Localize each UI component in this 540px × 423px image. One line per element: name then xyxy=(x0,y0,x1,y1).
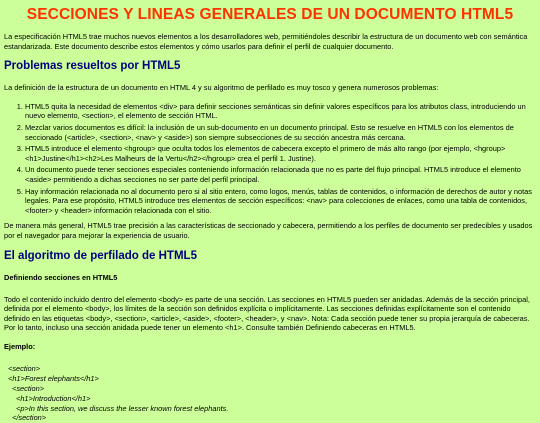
section-heading-problems: Problemas resueltos por HTML5 xyxy=(4,60,181,73)
problems-lead-paragraph: La definición de la estructura de un documento en HTML 4 y su algoritmo de perfilado es muy tosco y genera numerosos problemas: xyxy=(4,83,439,93)
list-item: 1. HTML5 quita la necesidad de elementos <div> para definir secciones semánticas sin definir valores específicos para los atributos class, introduciendo un nuevo elemento, <section>, el elemento de sección HTML. xyxy=(25,102,536,121)
example-label: Ejemplo: xyxy=(4,341,36,351)
code-line: <h1>Introduction</h1> xyxy=(16,393,91,403)
code-line: <p>In this section, we discuss the lesser known forest elephants. xyxy=(16,403,229,413)
list-item: 4. Un documento puede tener secciones especiales conteniendo información relacionada que no es parte del flujo principal. HTML5 introduce el elemento <aside> permitiendo a dichas secciones no ser parte del perfil principal. xyxy=(25,165,536,184)
code-line: <h1>Forest elephants</h1> xyxy=(8,373,99,383)
code-example xyxy=(4,364,536,423)
problems-closing-paragraph: De manera más general, HTML5 trae precisión a las características de seccionado y cabecera, permitiendo a los perfiles de documento ser predecibles y usados por el navegador para mejorar la experiencia de usuario. xyxy=(4,221,533,240)
page-title: SECCIONES Y LINEAS GENERALES DE UN DOCUMENTO HTML5 xyxy=(26,6,514,23)
list-item: 3. HTML5 introduce el elemento <hgroup> que oculta todos los elementos de cabecera excepto el primero de más alto rango (por ejemplo, <hgroup><h1>Justine</h1><h2>Les Malheurs de la Vertu</h2></hgroup> crea el perfil 1. Justine). xyxy=(25,144,536,163)
list-item: 2. Mezclar varios documentos es difícil: la inclusión de un sub-documento en un documento principal. Esto se resuelve en HTML5 con los elementos de seccionado (<article>, <section>, <nav> y <aside>) son siempre subsecciones de su sección ancestra más cercana. xyxy=(25,123,536,142)
section-heading-algorithm: El algoritmo de perfilado de HTML5 xyxy=(4,249,197,262)
intro-paragraph: La especificación HTML5 trae muchos nuevos elementos a los desarrolladores web, permitiéndoles describir la estructura de un documento web con semántica estandarizada. Este documento describe estos elementos y cómo usarlos para definir el perfil de cualquier documento. xyxy=(4,32,528,51)
subheading-defining-sections: Definiendo secciones en HTML5 xyxy=(4,272,118,282)
code-line: <section> xyxy=(8,363,41,373)
code-line: </section> xyxy=(12,413,47,423)
list-item: 5. Hay información relacionada no al documento pero si al sitio entero, como logos, menús, tablas de contenidos, o información de derechos de autor y notas legales. Para ese propósito, HTML5 introduce tres elementos de sección específicos: <nav> para colecciones de enlaces, como una tabla de contenidos, <footer> y <header> información relacionada con el sitio. xyxy=(25,187,536,216)
algorithm-body-paragraph: Todo el contenido incluido dentro del elemento <body> es parte de una sección. Las secciones en HTML5 pueden ser anidadas. Además de la sección principal, definida por el elemento <body>, los límites de la sección son definidos explícita o implícitamente. Las secciones definidas explícitamente son el contenido definido en las etiquetas <body>, <section>, <article>, <aside>, <footer>, <header>, y <nav>. Nota: Cada sección puede tener su propia jerarquía de cabeceras. Por lo tanto, incluso una sección anidada puede tener un elemento <h1>. Consulte también Definiendo cabeceras en HTML5. xyxy=(4,294,530,333)
problems-list xyxy=(4,102,536,216)
code-line: <section> xyxy=(12,383,45,393)
